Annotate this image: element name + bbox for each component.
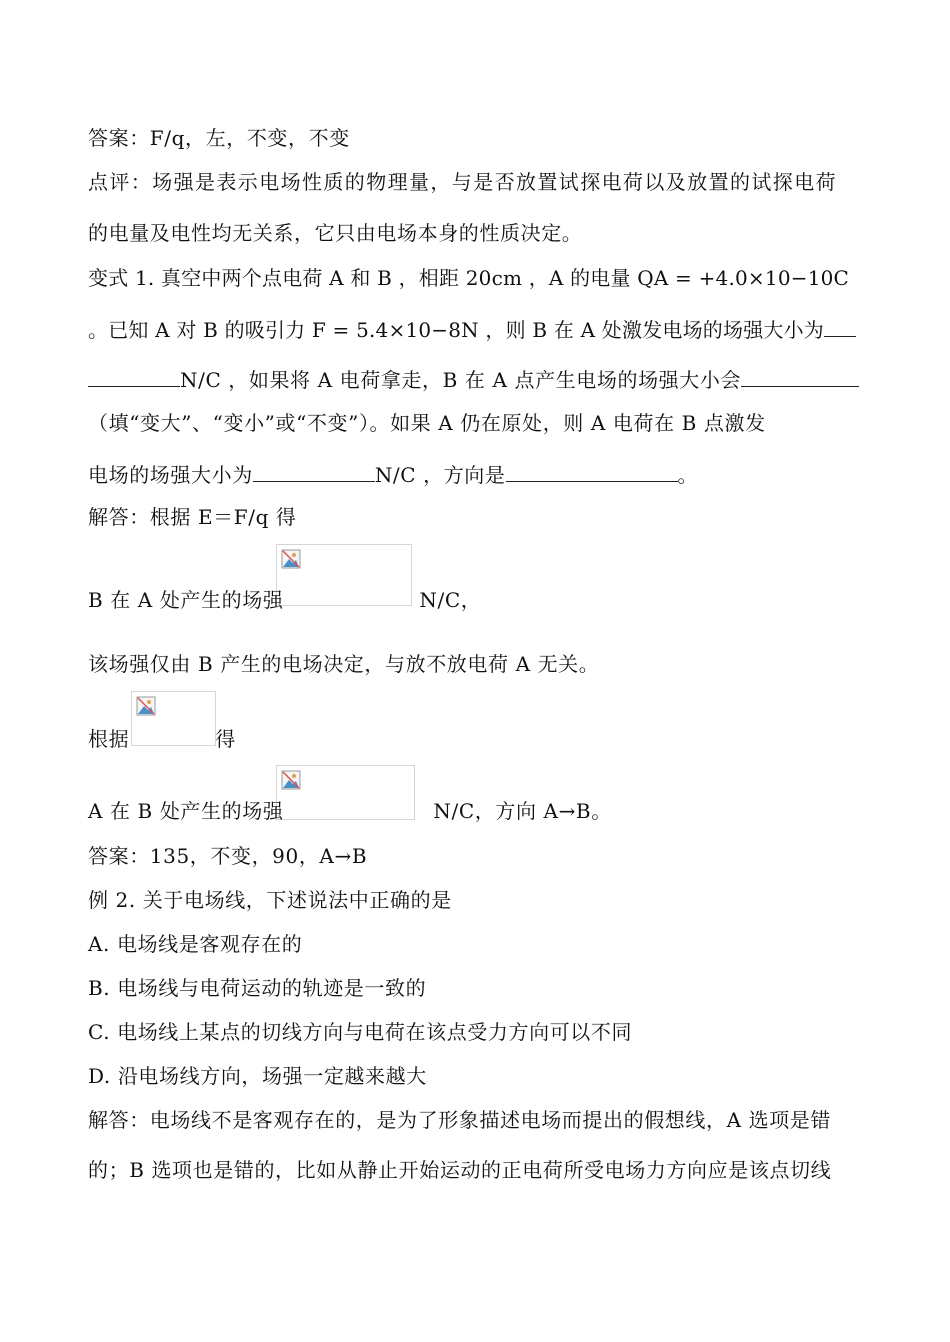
variant-1-line-3 bbox=[88, 364, 864, 394]
answer-line-2: 答案：135，不变，90，A→B bbox=[88, 844, 368, 868]
solution-line-1: 解答：根据 E＝F/q 得 bbox=[88, 505, 297, 529]
option-c: C. 电场线上某点的切线方向与电荷在该点受力方向可以不同 bbox=[88, 1020, 633, 1044]
solution-text-4b: 得 bbox=[215, 727, 236, 751]
solution-line-3: 该场强仅由 B 产生的电场决定，与放不放电荷 A 无关。 bbox=[88, 652, 600, 676]
fill-blank-1b[interactable] bbox=[88, 364, 180, 387]
solution-line-4 bbox=[88, 725, 864, 753]
example-2-solution-line-2: 的；B 选项也是错的，比如从静止开始运动的正电荷所受电场力方向应是该点切线 bbox=[88, 1158, 832, 1182]
fill-blank-2[interactable] bbox=[741, 364, 859, 387]
variant-1-line-2 bbox=[88, 314, 864, 344]
variant-1-text-5b: N/C ，方向是 bbox=[374, 463, 506, 487]
variant-1-text-2: 。已知 A 对 B 的吸引力 F = 5.4×10−8N ，则 B 在 A 处激发电场的场强大小为 bbox=[88, 318, 825, 342]
example-2-question: 例 2. 关于电场线，下述说法中正确的是 bbox=[88, 888, 452, 912]
variant-1-text-5a: 电场的场强大小为 bbox=[88, 463, 253, 487]
comment-line-1 bbox=[88, 168, 864, 196]
fill-blank-3[interactable] bbox=[253, 459, 375, 482]
solution-text-5a: A 在 B 处产生的场强 bbox=[88, 799, 284, 823]
answer-line-1: 答案：F/q，左，不变，不变 bbox=[88, 126, 350, 150]
broken-image-icon bbox=[281, 549, 301, 569]
fill-blank-1a[interactable] bbox=[824, 314, 856, 337]
variant-1-line-5 bbox=[88, 459, 864, 489]
broken-image-icon bbox=[281, 770, 301, 790]
solution-text-4a: 根据 bbox=[88, 727, 130, 751]
solution-text-5b: N/C，方向 A→B。 bbox=[433, 799, 612, 823]
variant-1-line-1: 变式 1. 真空中两个点电荷 A 和 B ，相距 20cm ，A 的电量 QA = +4.0×10−10C bbox=[88, 266, 850, 290]
solution-line-5 bbox=[88, 797, 864, 825]
variant-1-text-3: N/C ，如果将 A 电荷拿走，B 在 A 点产生电场的场强大小会 bbox=[180, 368, 742, 392]
fill-blank-4[interactable] bbox=[506, 459, 678, 482]
option-d: D. 沿电场线方向，场强一定越来越大 bbox=[88, 1064, 427, 1088]
broken-image-icon bbox=[136, 696, 156, 716]
comment-text: 点评：场强是表示电场性质的物理量，与是否放置试探电荷以及放置的试探电荷 bbox=[88, 170, 837, 194]
solution-text-2b: N/C， bbox=[419, 588, 482, 612]
solution-text-2a: B 在 A 处产生的场强 bbox=[88, 588, 284, 612]
option-b: B. 电场线与电荷运动的轨迹是一致的 bbox=[88, 976, 427, 1000]
variant-1-text-5c: 。 bbox=[677, 463, 699, 487]
variant-1-line-4: （填“变大”、“变小”或“不变”）。如果 A 仍在原处，则 A 电荷在 B 点激发 bbox=[88, 411, 766, 435]
solution-line-2 bbox=[88, 586, 864, 614]
example-2-solution-line-1: 解答：电场线不是客观存在的，是为了形象描述电场而提出的假想线，A 选项是错 bbox=[88, 1108, 831, 1132]
option-a: A. 电场线是客观存在的 bbox=[88, 932, 303, 956]
comment-line-2: 的电量及电性均无关系，它只由电场本身的性质决定。 bbox=[88, 221, 583, 245]
